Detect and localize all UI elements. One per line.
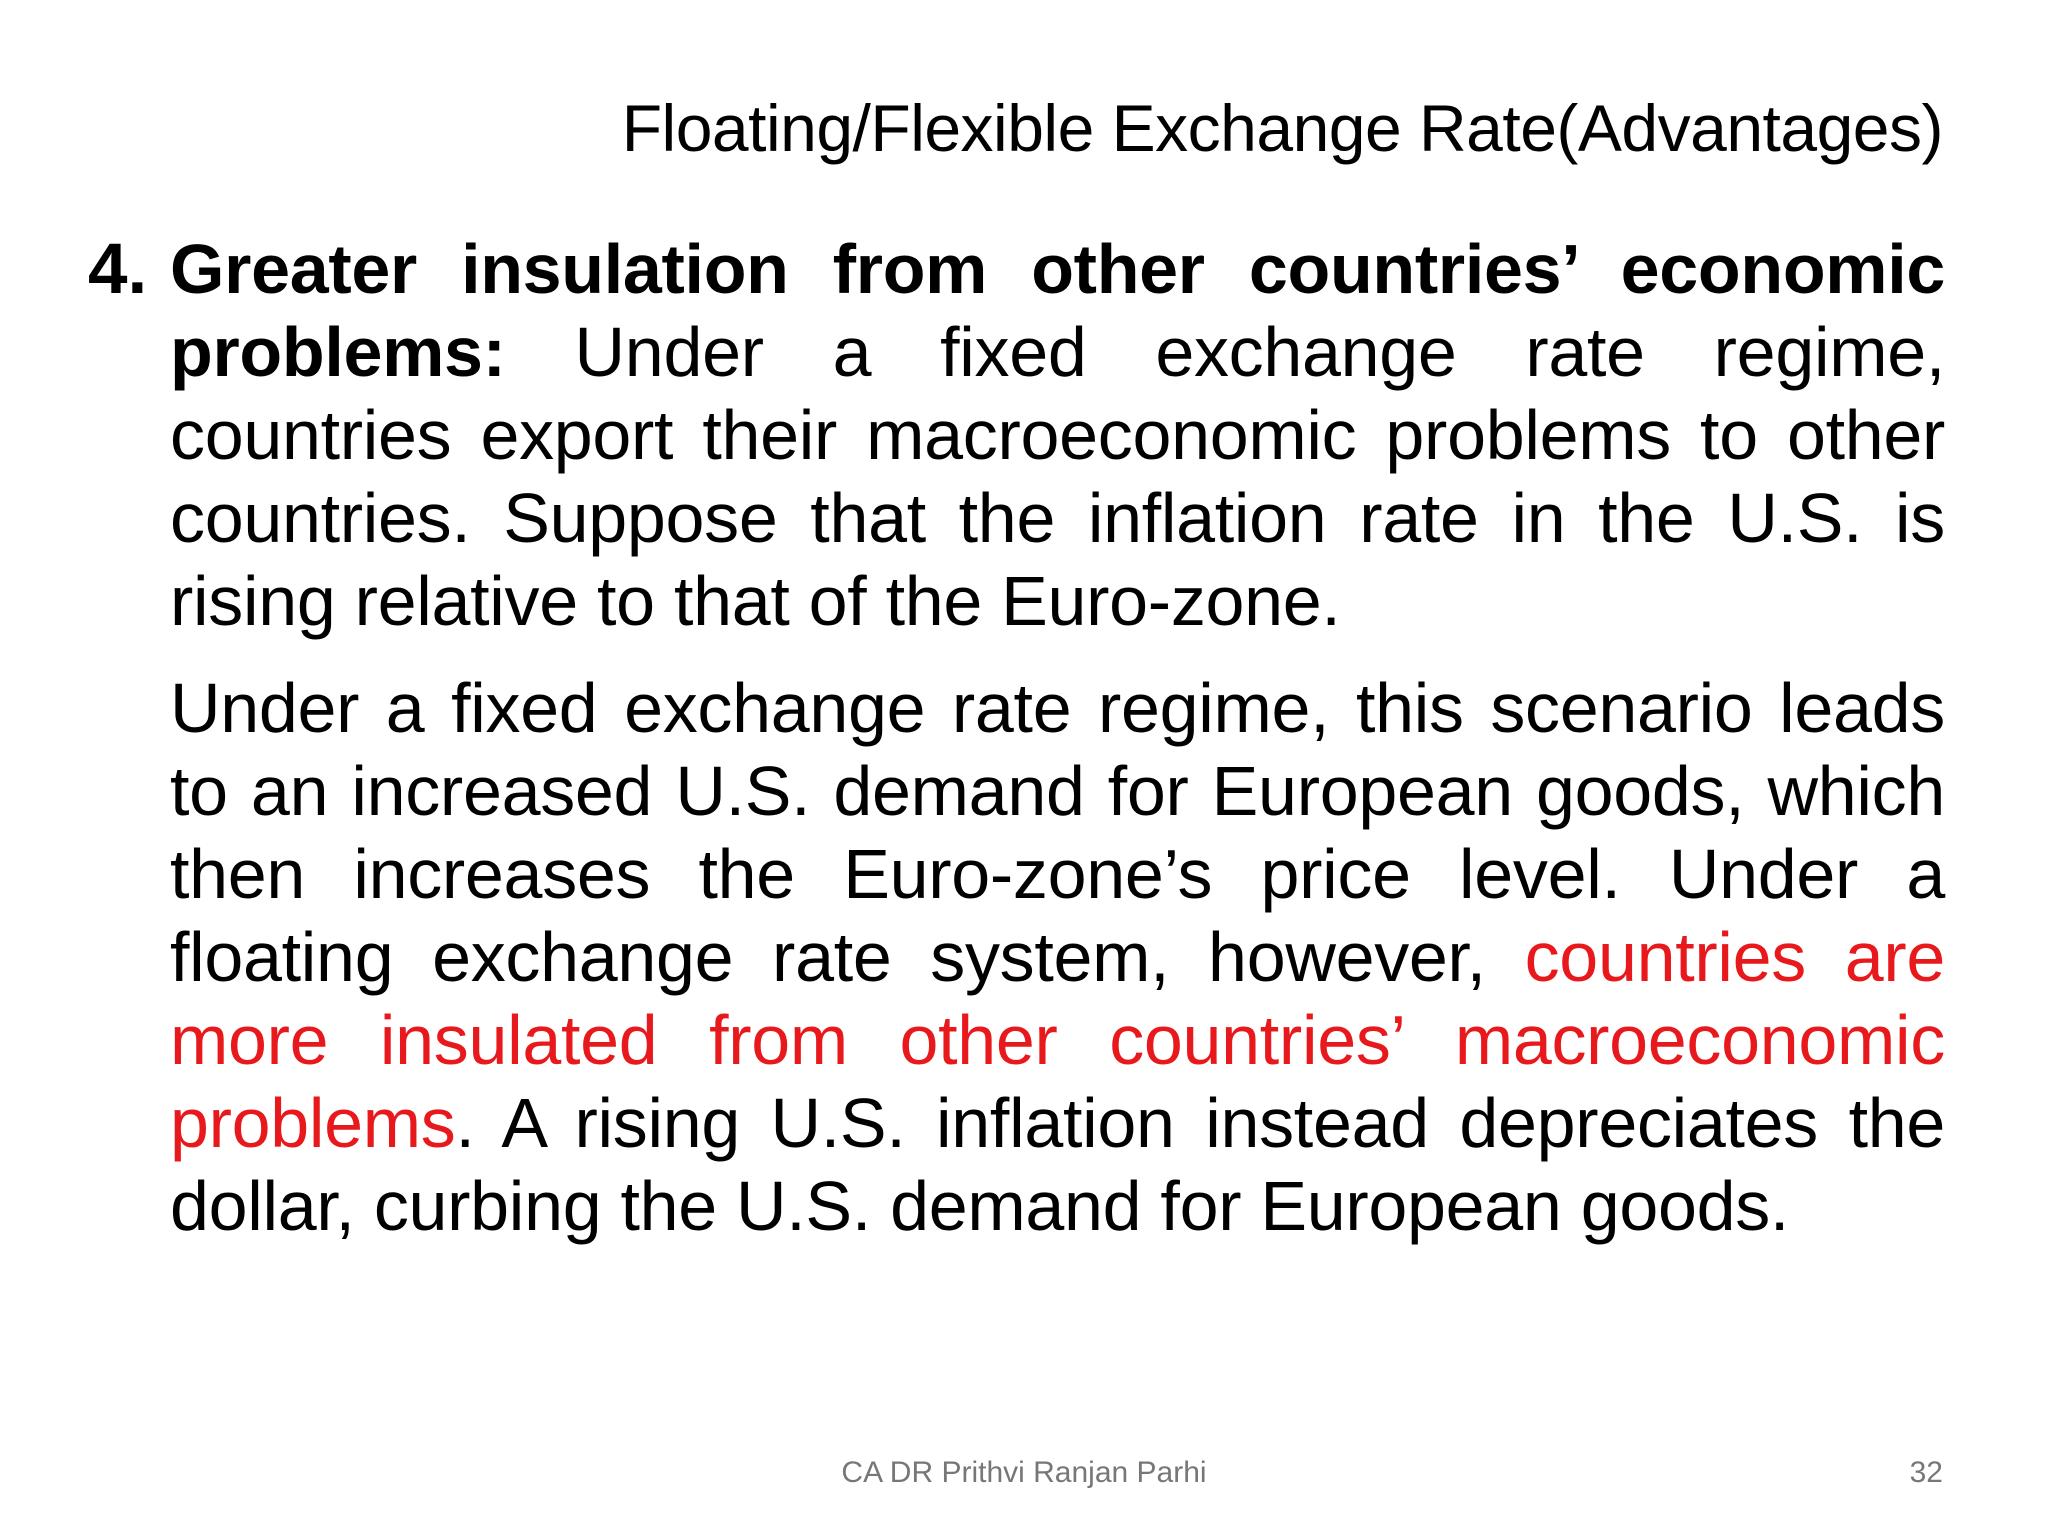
- paragraph-2: [170, 667, 1945, 1248]
- paragraph-2-text-start: Under a fixed exchange rate regime, this scenario leads to an increased U.S. demand for European goods, which then increases the Euro-zone’s price level. Under a floating exchange rate system, however,: [170, 669, 1945, 996]
- item-body: [170, 228, 1945, 1248]
- paragraph-1-text: Under a fixed exchange rate regime, countries export their macroeconomic problems to other countries. Suppose that the inflation rate in the U.S. is rising relative to that of the Euro-zone.: [170, 313, 1945, 640]
- slide-content: [88, 228, 1945, 1248]
- list-item: [88, 228, 1945, 1248]
- item-number: 4.: [88, 230, 148, 309]
- slide-title: Floating/Flexible Exchange Rate(Advantages): [621, 91, 1943, 165]
- paragraph-1: [170, 228, 1945, 643]
- footer-author: CA DR Prithvi Ranjan Parhi: [841, 1456, 1207, 1489]
- item-heading: Greater insulation from other countries’ economic problems:: [170, 230, 1945, 391]
- highlighted-text: countries are more insulated from other countries’ macroeconomic problems: [170, 918, 1945, 1162]
- page-number: 32: [1909, 1456, 1943, 1489]
- paragraph-2-text-end: . A rising U.S. inflation instead depreciates the dollar, curbing the U.S. demand for European goods.: [170, 1084, 1945, 1245]
